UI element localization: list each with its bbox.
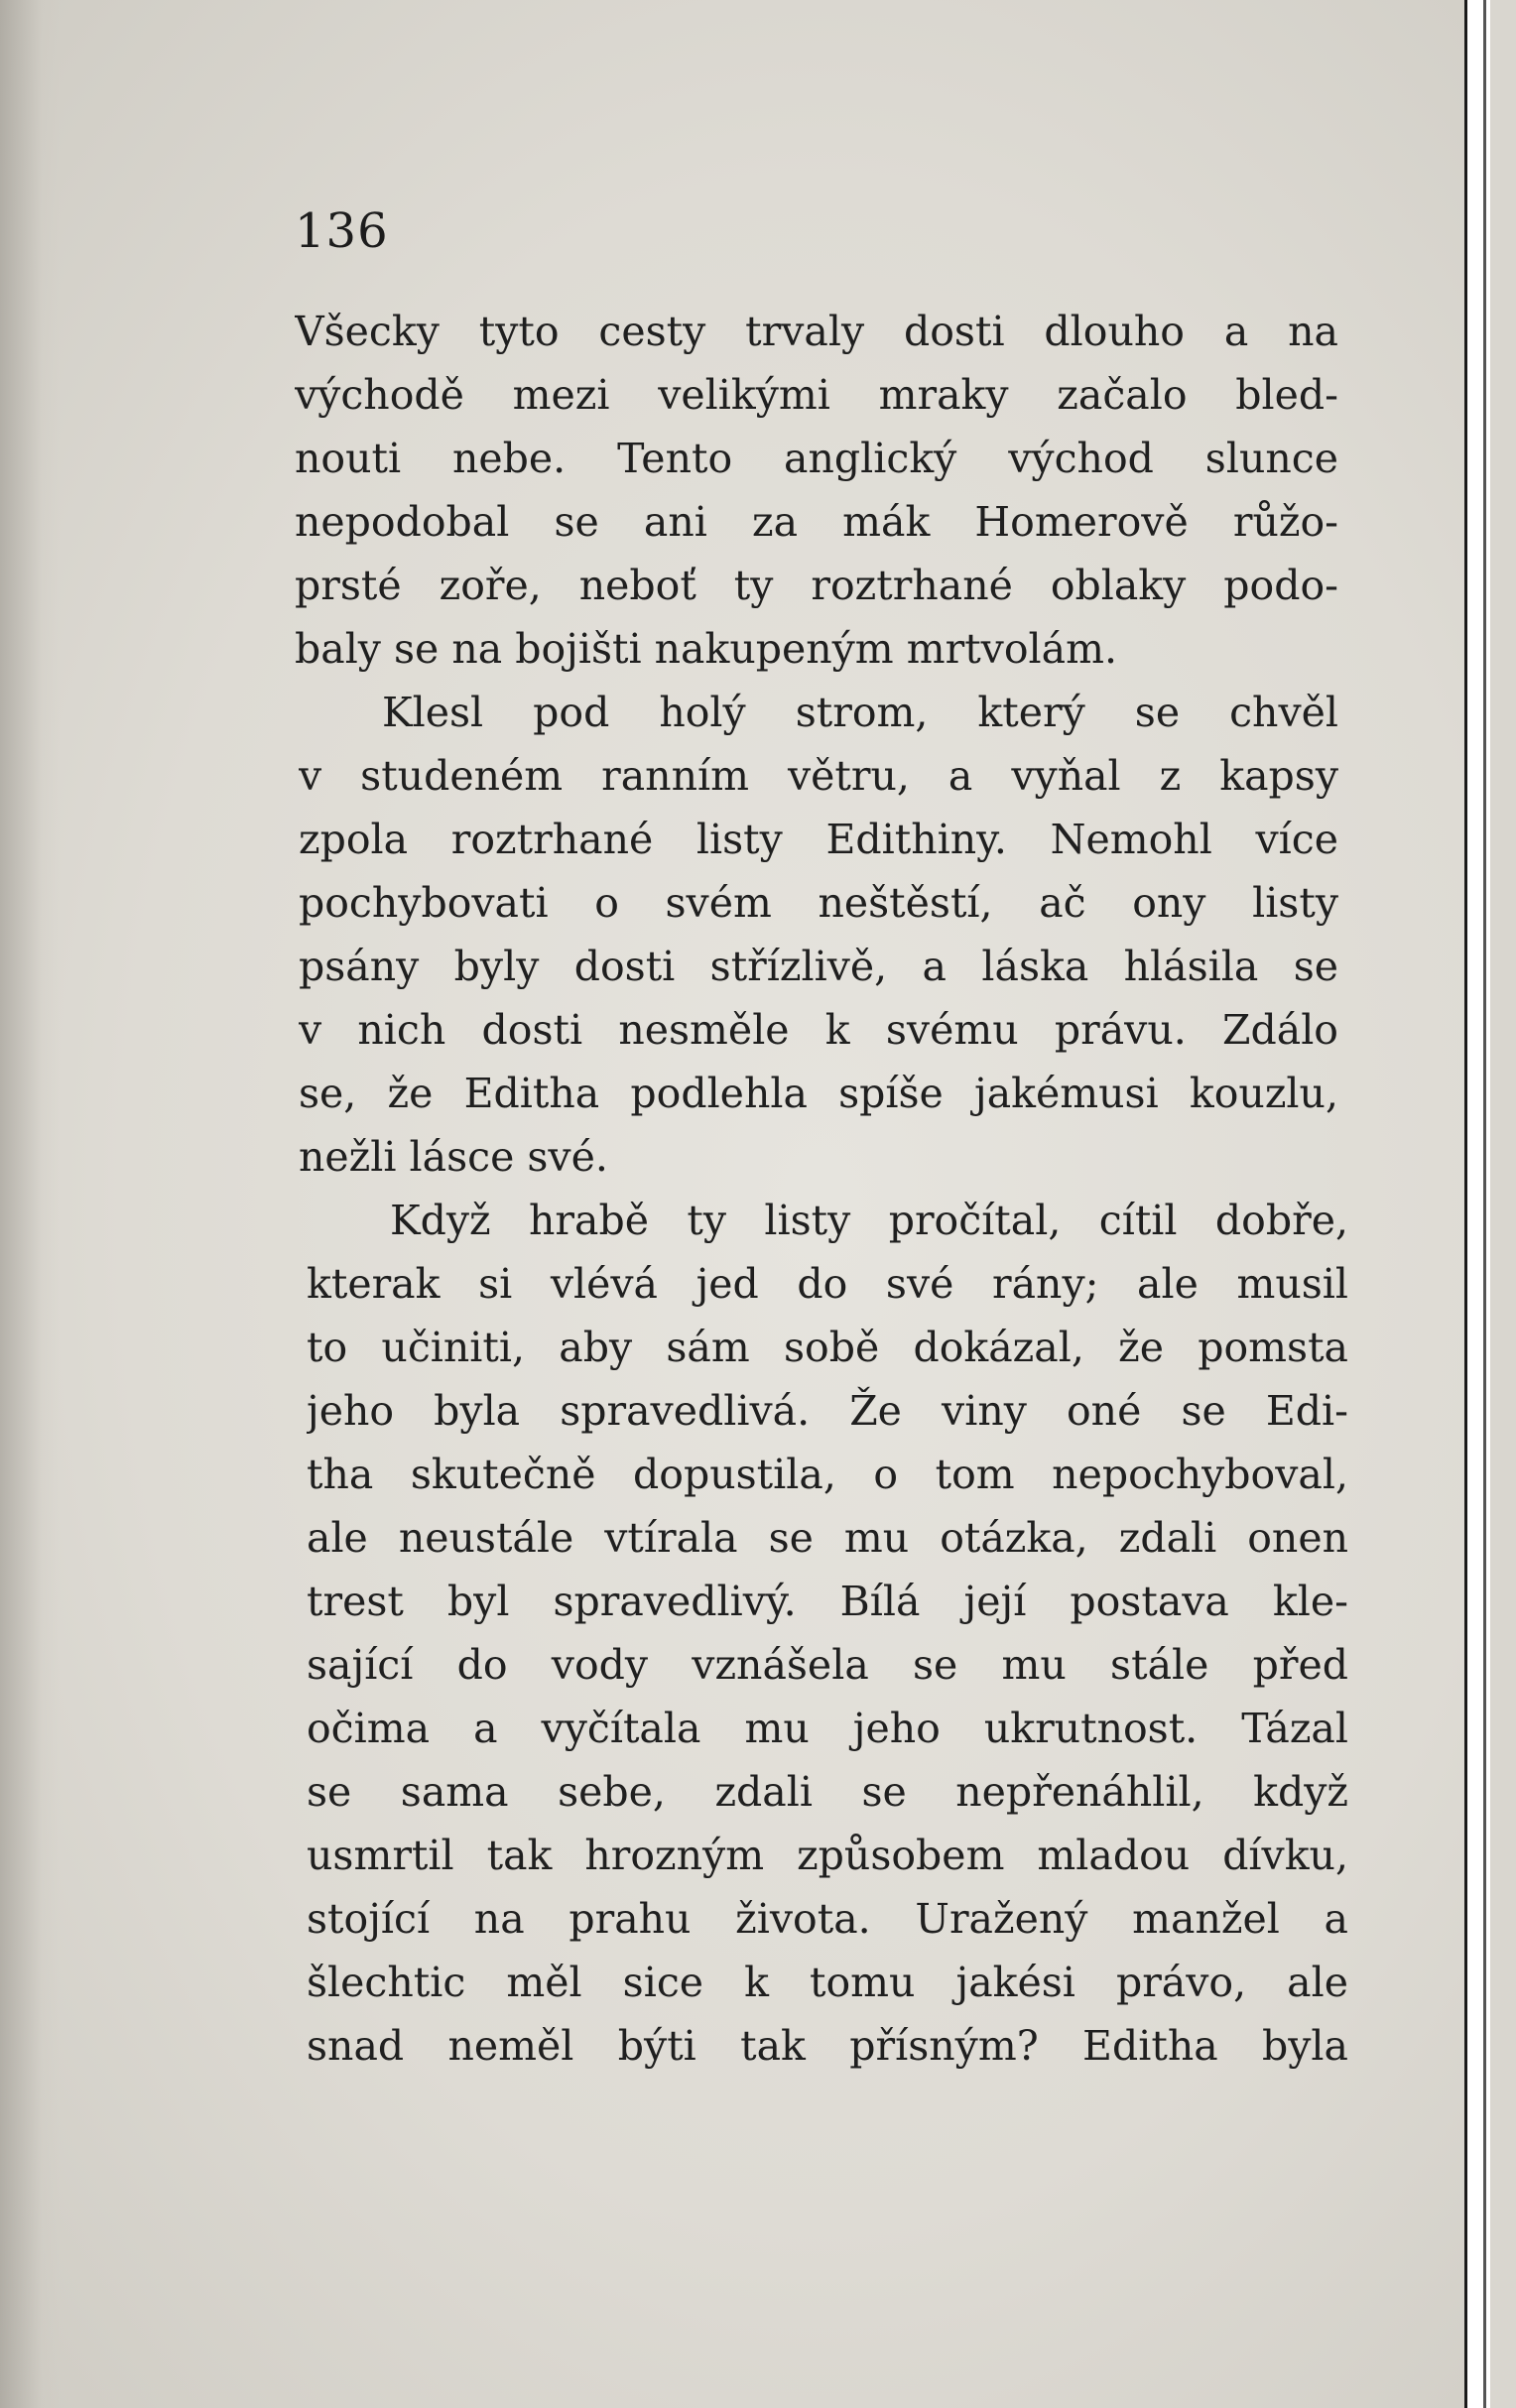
text-line: usmrtil tak hrozným způsobem mladou dívku,	[307, 1832, 1348, 1879]
text-line: zpola roztrhané listy Edithiny. Nemohl více	[299, 816, 1338, 863]
text-line: tha skutečně dopustila, o tom nepochyboval,	[307, 1451, 1348, 1498]
text-line: nepodobal se ani za mák Homerově růžo-	[295, 498, 1338, 546]
text-line: nežli lásce své.	[299, 1133, 608, 1181]
text-line: stojící na prahu života. Uražený manžel a	[307, 1895, 1348, 1943]
text-line: snad neměl býti tak přísným? Editha byla	[307, 2022, 1348, 2070]
text-line: Klesl pod holý strom, který se chvěl	[382, 689, 1338, 736]
page-number: 136	[295, 203, 389, 259]
text-line: sající do vody vznášela se mu stále před	[307, 1641, 1348, 1689]
text-line: východě mezi velikými mraky začalo bled-	[295, 371, 1338, 419]
text-line: v nich dosti nesměle k svému právu. Zdálo	[299, 1006, 1338, 1054]
text-line: se sama sebe, zdali se nepřenáhlil, když	[307, 1768, 1348, 1816]
text-line: očima a vyčítala mu jeho ukrutnost. Tázal	[307, 1705, 1348, 1752]
text-line: nouti nebe. Tento anglický východ slunce	[295, 435, 1338, 482]
text-line: baly se na bojišti nakupeným mrtvolám.	[295, 625, 1117, 673]
text-line: Když hrabě ty listy pročítal, cítil dobře,	[390, 1197, 1348, 1244]
text-line: trest byl spravedlivý. Bílá její postava kle-	[307, 1578, 1348, 1625]
page-edge	[1464, 0, 1490, 2408]
text-line: jeho byla spravedlivá. Že viny oné se Edi-	[307, 1387, 1348, 1435]
text-line: prsté zoře, neboť ty roztrhané oblaky podo-	[295, 562, 1338, 609]
text-line: to učiniti, aby sám sobě dokázal, že pomsta	[307, 1324, 1348, 1371]
body-text	[295, 300, 1348, 2078]
gutter-shadow	[0, 0, 60, 2408]
text-line: psány byly dosti střízlivě, a láska hlásila se	[299, 943, 1338, 990]
text-line: ale neustále vtírala se mu otázka, zdali onen	[307, 1514, 1348, 1562]
text-line: v studeném ranním větru, a vyňal z kapsy	[299, 752, 1338, 800]
text-line: šlechtic měl sice k tomu jakési právo, ale	[307, 1959, 1348, 2006]
text-line: pochybovati o svém neštěstí, ač ony listy	[299, 879, 1338, 927]
text-line: Všecky tyto cesty trvaly dosti dlouho a na	[295, 308, 1338, 355]
paragraph-1	[295, 300, 1338, 681]
text-line: kterak si vlévá jed do své rány; ale musil	[307, 1260, 1348, 1308]
paragraph-2	[299, 681, 1338, 1189]
text-line: se, že Editha podlehla spíše jakémusi kouzlu,	[299, 1070, 1338, 1117]
paragraph-3	[307, 1189, 1348, 2078]
